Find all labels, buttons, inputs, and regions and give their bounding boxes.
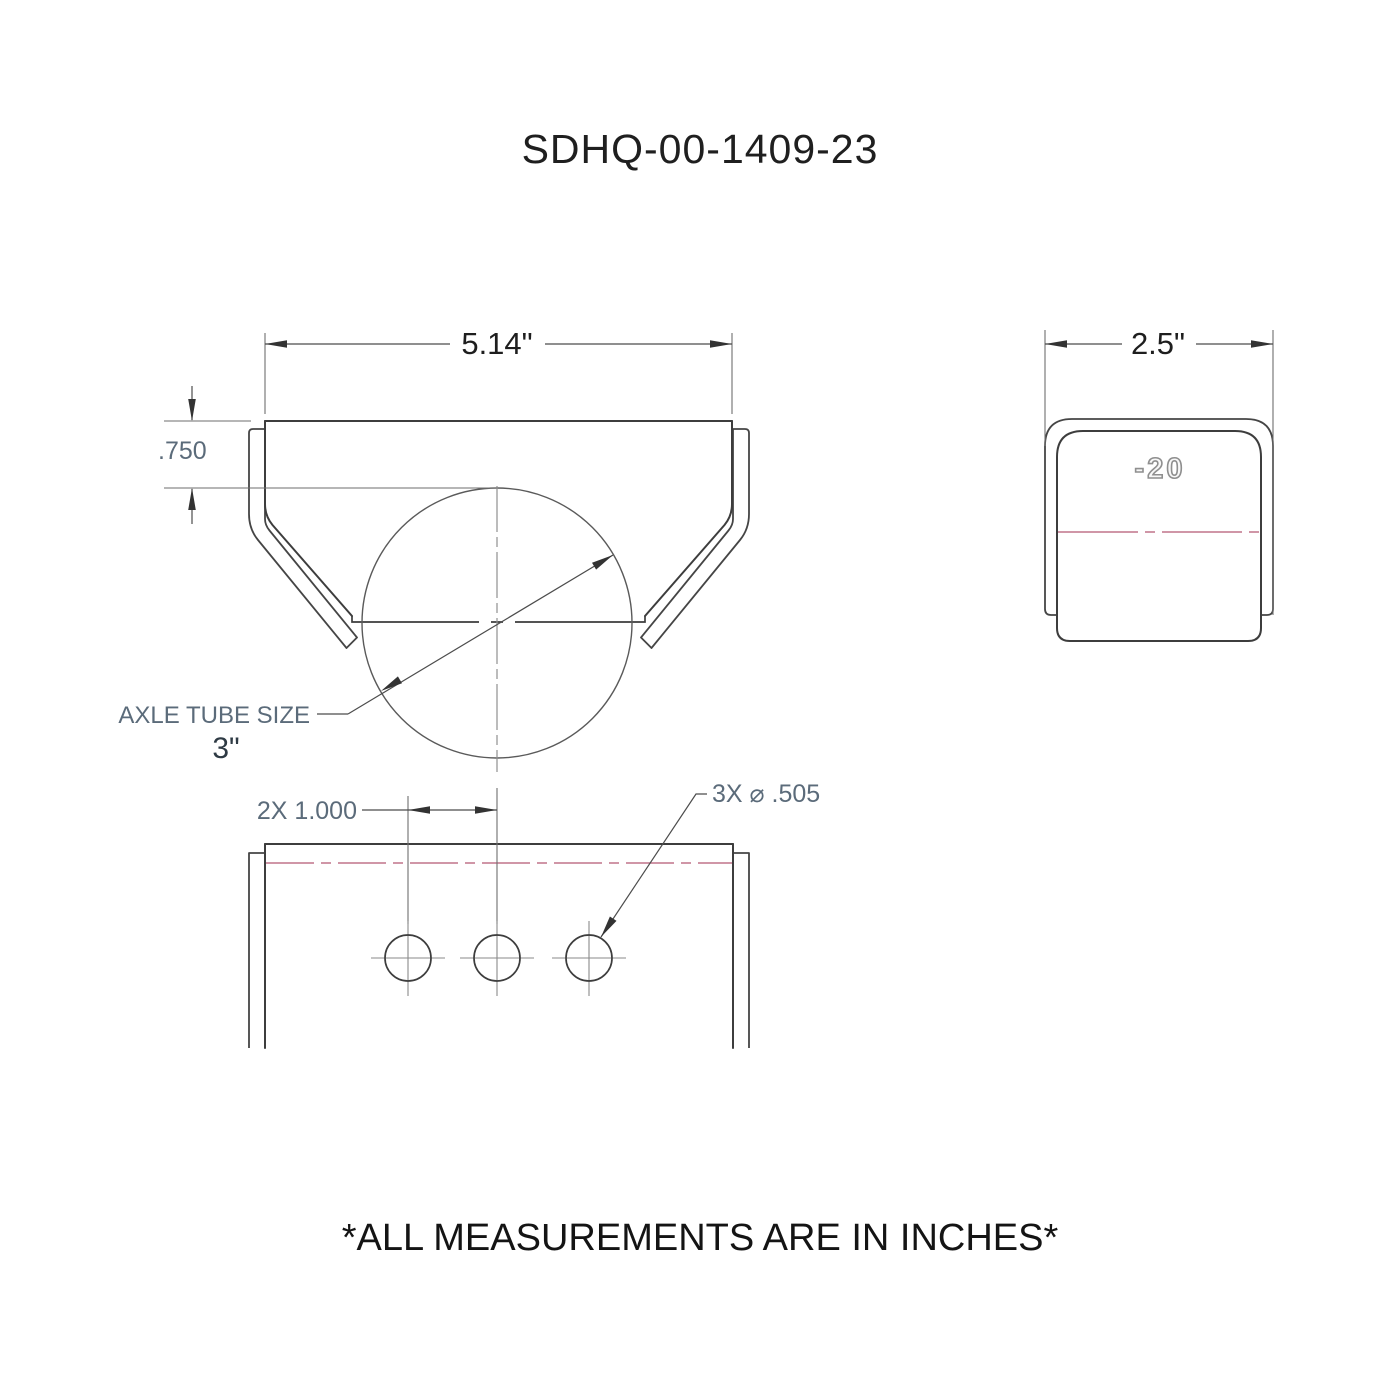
hole-spacing-dimension bbox=[257, 797, 497, 825]
axle-tube-label-text: AXLE TUBE SIZE bbox=[118, 702, 310, 729]
measurement-note: *ALL MEASUREMENTS ARE IN INCHES* bbox=[341, 1217, 1059, 1259]
depth-dimension-text: 2.5" bbox=[1130, 326, 1186, 361]
leader-line bbox=[601, 794, 707, 937]
axle-tube-size-text: 3" bbox=[212, 732, 240, 765]
hole-diameter-text: 3X ⌀ .505 bbox=[712, 780, 821, 808]
overall-width-text: 5.14" bbox=[461, 326, 533, 361]
bottom-view bbox=[249, 780, 820, 1048]
mounting-hole-1 bbox=[371, 921, 445, 996]
arrowhead bbox=[188, 399, 196, 421]
hole-spacing-text: 2X 1.000 bbox=[256, 797, 357, 825]
arrowhead bbox=[1251, 340, 1273, 348]
plate-body bbox=[265, 421, 732, 622]
page-title: SDHQ-00-1409-23 bbox=[521, 126, 879, 172]
arrowhead bbox=[381, 676, 402, 691]
right-side-tab-edge bbox=[733, 853, 749, 1048]
arrowhead bbox=[710, 340, 732, 348]
overall-width-dimension bbox=[265, 326, 732, 414]
mounting-hole-3 bbox=[552, 921, 626, 996]
arrowhead bbox=[188, 488, 196, 510]
flange-offset-text: .750 bbox=[158, 437, 207, 465]
arrowhead bbox=[408, 806, 430, 814]
mounting-hole-2 bbox=[460, 921, 534, 996]
arrowhead bbox=[601, 917, 617, 938]
front-view bbox=[118, 326, 749, 772]
arrowhead bbox=[265, 340, 287, 348]
side-view bbox=[1045, 326, 1273, 641]
stamp-marking-text: -20 bbox=[1134, 453, 1186, 485]
hole-diameter-callout bbox=[601, 780, 820, 937]
arrowhead bbox=[475, 806, 497, 814]
arrowhead bbox=[1045, 340, 1067, 348]
left-side-tab-edge bbox=[249, 853, 265, 1048]
